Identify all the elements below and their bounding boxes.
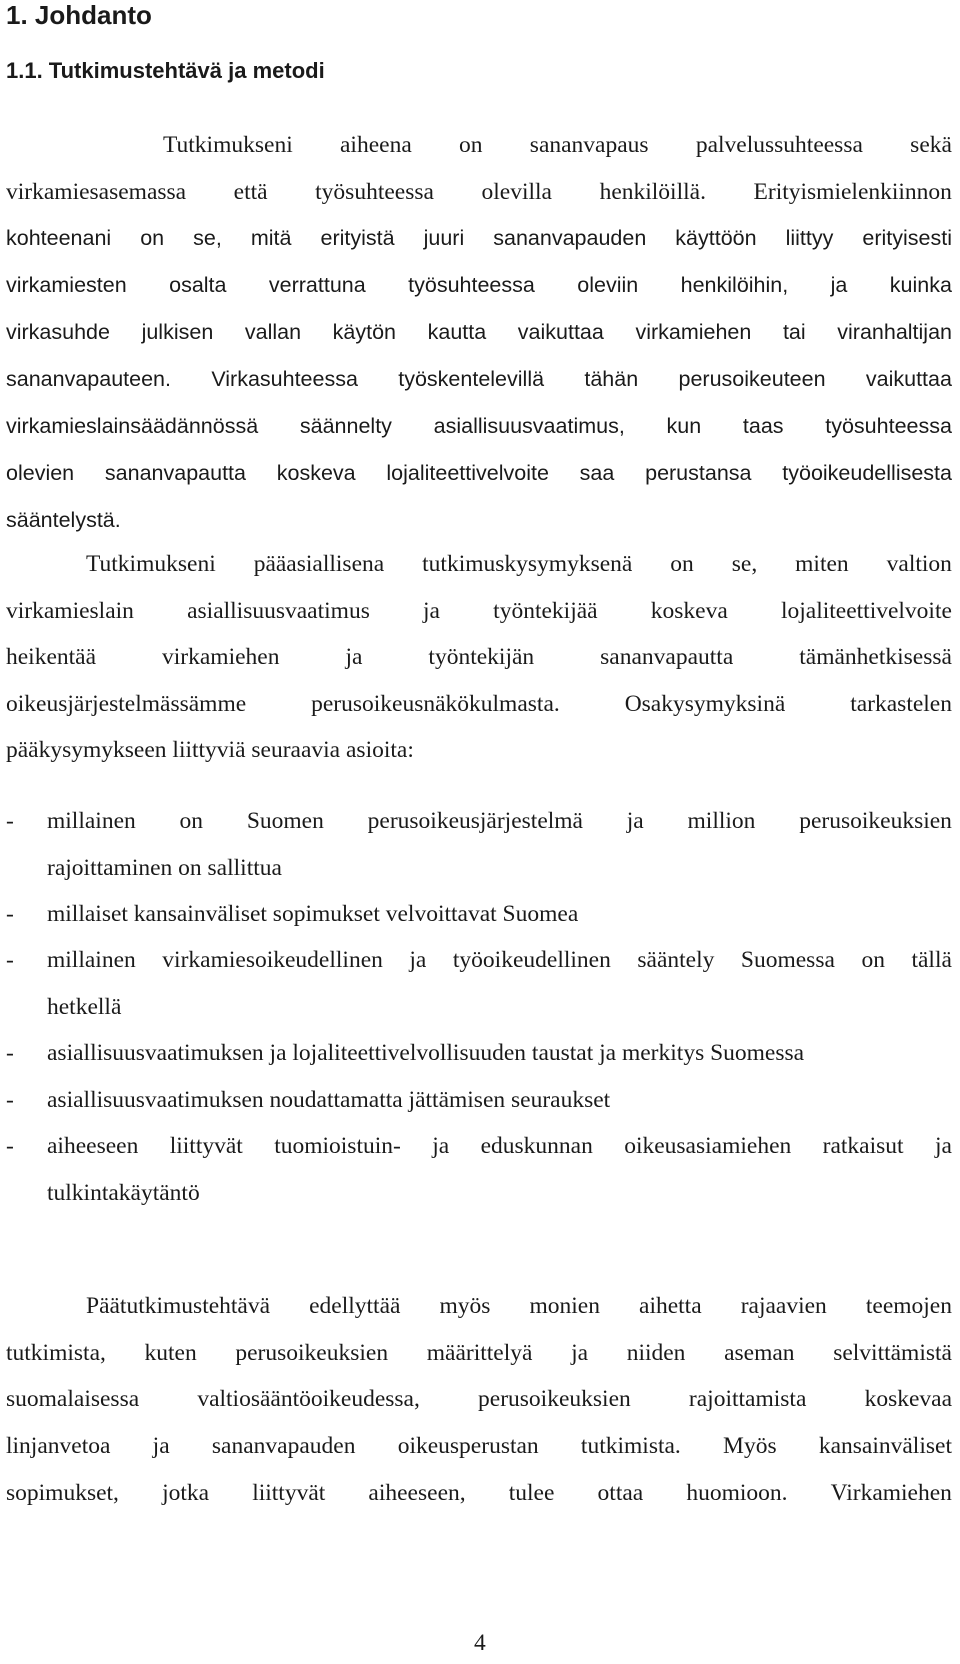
list-item-6-line-1: aiheeseen liittyvät tuomioistuin- ja eduskunnan oikeusasiamiehen ratkaisut ja (47, 1133, 952, 1159)
list-item-3-line-1: millainen virkamiesoikeudellinen ja työoikeudellinen sääntely Suomessa on tällä (47, 947, 952, 973)
paragraph-1-line-4: virkamiesten osalta verrattuna työsuhteessa oleviin henkilöihin, ja kuinka (6, 273, 952, 297)
paragraph-3-line-1: Päätutkimustehtävä edellyttää myös monien aihetta rajaavien teemojen (86, 1293, 952, 1319)
section-heading: 1.1. Tutkimustehtävä ja metodi (6, 58, 325, 83)
paragraph-1-line-3: kohteenani on se, mitä erityistä juuri sananvapauden käyttöön liittyy erityisesti (6, 226, 952, 250)
list-dash: - (6, 1087, 14, 1113)
paragraph-3-line-3: suomalaisessa valtiosääntöoikeudessa, perusoikeuksien rajoittamista koskevaa (6, 1386, 952, 1412)
paragraph-2-line-3: heikentää virkamiehen ja työntekijän sananvapautta tämänhetkisessä (6, 644, 952, 670)
page-number: 4 (474, 1630, 486, 1656)
list-dash: - (6, 1040, 14, 1066)
paragraph-3-line-4: linjanvetoa ja sananvapauden oikeusperustan tutkimista. Myös kansainväliset (6, 1433, 952, 1459)
paragraph-2-line-4: oikeusjärjestelmässämme perusoikeusnäkökulmasta. Osakysymyksinä tarkastelen (6, 691, 952, 717)
paragraph-3-line-2: tutkimista, kuten perusoikeuksien määrittelyä ja niiden aseman selvittämistä (6, 1340, 952, 1366)
list-item-2: millaiset kansainväliset sopimukset velvoittavat Suomea (47, 901, 579, 927)
list-item-5: asiallisuusvaatimuksen noudattamatta jättämisen seuraukset (47, 1087, 611, 1113)
paragraph-2-line-1: Tutkimukseni pääasiallisena tutkimuskysymyksenä on se, miten valtion (86, 551, 952, 577)
paragraph-1-line-8: olevien sananvapautta koskeva lojaliteettivelvoite saa perustansa työoikeudellisesta (6, 461, 952, 485)
list-item-3-line-2: hetkellä (47, 994, 122, 1020)
paragraph-2-line-5: pääkysymykseen liittyviä seuraavia asioita: (6, 737, 414, 763)
list-item-1-line-2: rajoittaminen on sallittua (47, 855, 282, 881)
paragraph-1-line-1: Tutkimukseni aiheena on sananvapaus palvelussuhteessa sekä (163, 132, 952, 158)
list-dash: - (6, 1133, 14, 1159)
paragraph-1-line-5: virkasuhde julkisen vallan käytön kautta vaikuttaa virkamiehen tai viranhaltijan (6, 320, 952, 344)
paragraph-2-line-2: virkamieslain asiallisuusvaatimus ja työntekijää koskeva lojaliteettivelvoite (6, 598, 952, 624)
paragraph-1-line-6: sananvapauteen. Virkasuhteessa työskentelevillä tähän perusoikeuteen vaikuttaa (6, 367, 952, 391)
list-dash: - (6, 947, 14, 973)
list-item-6-line-2: tulkintakäytäntö (47, 1180, 200, 1206)
paragraph-3-line-5: sopimukset, jotka liittyvät aiheeseen, tulee ottaa huomioon. Virkamiehen (6, 1480, 952, 1506)
document-page (6, 0, 952, 1664)
list-item-4: asiallisuusvaatimuksen ja lojaliteettivelvollisuuden taustat ja merkitys Suomessa (47, 1040, 805, 1066)
chapter-heading: 1. Johdanto (6, 0, 152, 30)
list-dash: - (6, 901, 14, 927)
list-dash: - (6, 808, 14, 834)
paragraph-1-line-7: virkamieslainsäädännössä säännelty asiallisuusvaatimus, kun taas työsuhteessa (6, 414, 952, 438)
list-item-1-line-1: millainen on Suomen perusoikeusjärjestelmä ja million perusoikeuksien (47, 808, 952, 834)
paragraph-1-line-2: virkamiesasemassa että työsuhteessa olevilla henkilöillä. Erityismielenkiinnon (6, 179, 952, 205)
paragraph-1-line-9: sääntelystä. (6, 508, 121, 532)
